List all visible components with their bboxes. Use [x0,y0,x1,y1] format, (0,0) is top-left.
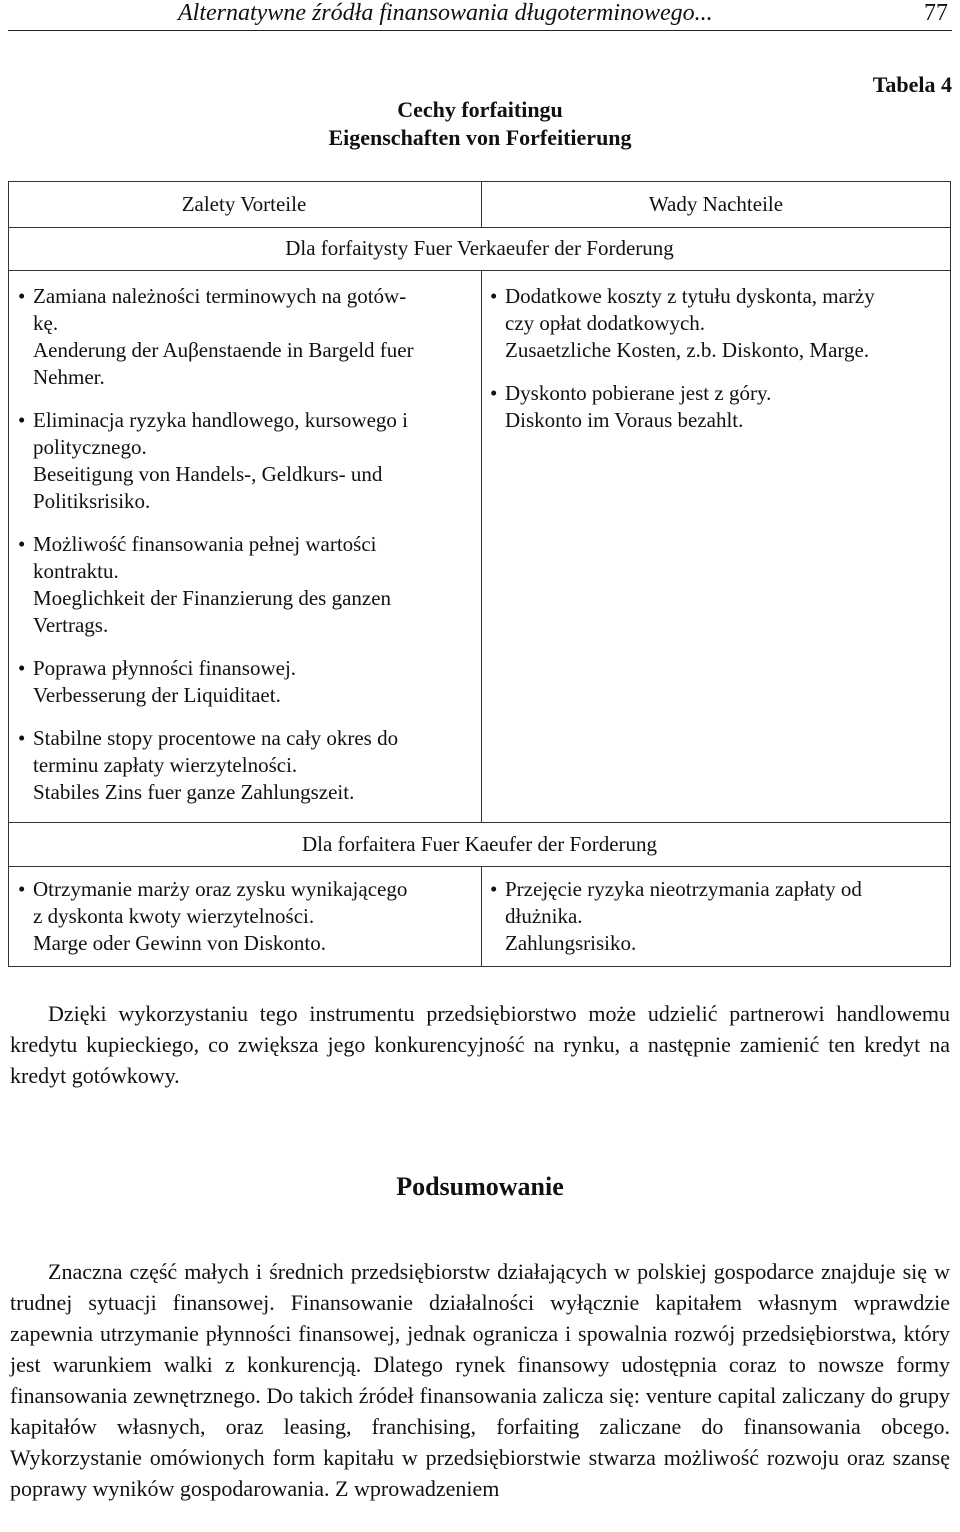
paragraph-text: Znaczna część małych i średnich przedsiębiorstw działających w polskiej gospodarce znajduje się w trudnej sytuacji finansowej. Finansowanie działalności wyłącznie kapitałem własnym wprawdzie zapewnia utrzymanie płynności finansowej, jednak ogranicza i spowalnia rozwój przedsiębiorstwa, który jest warunkiem walki z konkurencją. Dlatego rynek finansowy udostępnia coraz to nowsze formy finansowania zewnętrznego. Do takich źródeł finansowania zalicza się: venture capital zaliczany do grupy kapitałów własnych, oraz leasing, franchising, forfaiting zaliczane do finansowania obcego. Wykorzystanie omówionych form kapitału w przedsiębiorstwie stwarza możliwość rozwoju oraz szansę poprawy wyników gospodarowania. Z wprowadzeniem [10,1259,950,1501]
bullet-icon: • [18,656,26,680]
seller-disadvantages-cell [481,283,951,450]
bullet-icon: • [18,284,26,308]
paragraph-text: Dzięki wykorzystaniu tego instrumentu przedsiębiorstwo może udzielić partnerowi handlowemu kredytu kupieckiego, co zwiększa jego konkurencyjność na rynku, a następnie zamienić ten kredyt na kredyt gotówkowy. [10,1001,950,1088]
bullet-line: Politiksrisiko. [33,489,151,513]
bullet-line: z dyskonta kwoty wierzytelności. [33,904,315,928]
paragraph-summary [10,1256,950,1504]
bullet-line: Vertrags. [33,613,109,637]
bullet-item [481,380,951,434]
buyer-advantages-cell [9,876,479,973]
bullet-line: Zamiana należności terminowych na gotów- [33,284,407,308]
bullet-icon: • [18,532,26,556]
column-header-advantages: Zalety Vorteile [181,192,307,216]
bullet-icon: • [490,877,498,901]
bullet-item [9,655,479,709]
paragraph-conclusion-instrument [10,998,950,1091]
bullet-item [9,876,479,957]
table-caption-de: Eigenschaften von Forfeitierung [328,125,632,150]
bullet-line: Stabilne stopy procentowe na cały okres do [33,726,399,750]
bullet-line: Stabiles Zins fuer ganze Zahlungszeit. [33,780,355,804]
bullet-line: Eliminacja ryzyka handlowego, kursowego i [33,408,408,432]
table-caption [10,96,950,152]
section-heading-summary: Podsumowanie [396,1172,564,1201]
bullet-item [9,531,479,639]
bullet-line: Diskonto im Voraus bezahlt. [505,408,744,432]
bullet-line: Dodatkowe koszty z tytułu dyskonta, marży [505,284,875,308]
bullet-line: kontraktu. [33,559,119,583]
table-number: Tabela 4 [872,72,952,97]
bullet-line: Zahlungsrisiko. [505,931,637,955]
table-rule [9,227,950,228]
bullet-icon: • [18,877,26,901]
bullet-line: Zusaetzliche Kosten, z.b. Diskonto, Marge. [505,338,870,362]
table-rule [9,822,950,823]
bullet-line: Aenderung der Auβenstaende in Bargeld fuer [33,338,414,362]
table-column-divider [481,182,482,227]
bullet-line: Poprawa płynności finansowej. [33,656,297,680]
page-number: 77 [924,0,948,26]
bullet-line: czy opłat dodatkowych. [505,311,706,335]
seller-advantages-cell [9,283,479,822]
table-caption-pl: Cechy forfaitingu [397,97,563,122]
bullet-line: Marge oder Gewinn von Diskonto. [33,931,326,955]
bullet-icon: • [18,726,26,750]
bullet-line: kę. [33,311,59,335]
bullet-line: Możliwość finansowania pełnej wartości [33,532,377,556]
bullet-line: Nehmer. [33,365,105,389]
bullet-line: Verbesserung der Liquiditaet. [33,683,281,707]
bullet-line: dłużnika. [505,904,583,928]
bullet-item [9,725,479,806]
bullet-line: Moeglichkeit der Finanzierung des ganzen [33,586,392,610]
section-title-seller: Dla forfaitysty Fuer Verkaeufer der Forderung [285,236,674,260]
forfaiting-table [8,181,951,967]
bullet-icon: • [18,408,26,432]
page-header [8,0,952,31]
bullet-line: terminu zapłaty wierzytelności. [33,753,298,777]
buyer-disadvantages-cell [481,876,951,973]
bullet-line: Dyskonto pobierane jest z góry. [505,381,772,405]
bullet-line: politycznego. [33,435,147,459]
bullet-item [481,283,951,364]
table-rule [9,866,950,867]
bullet-line: Przejęcie ryzyka nieotrzymania zapłaty od [505,877,862,901]
bullet-line: Otrzymanie marży oraz zysku wynikającego [33,877,408,901]
bullet-item [481,876,951,957]
bullet-item [9,283,479,391]
bullet-item [9,407,479,515]
bullet-icon: • [490,284,498,308]
section-title-buyer: Dla forfaitera Fuer Kaeufer der Forderung [301,832,658,856]
table-rule [9,270,950,271]
bullet-icon: • [490,381,498,405]
bullet-line: Beseitigung von Handels-, Geldkurs- und [33,462,383,486]
running-title: Alternatywne źródła finansowania długoterminowego... [178,0,713,26]
column-header-disadvantages: Wady Nachteile [648,192,784,216]
